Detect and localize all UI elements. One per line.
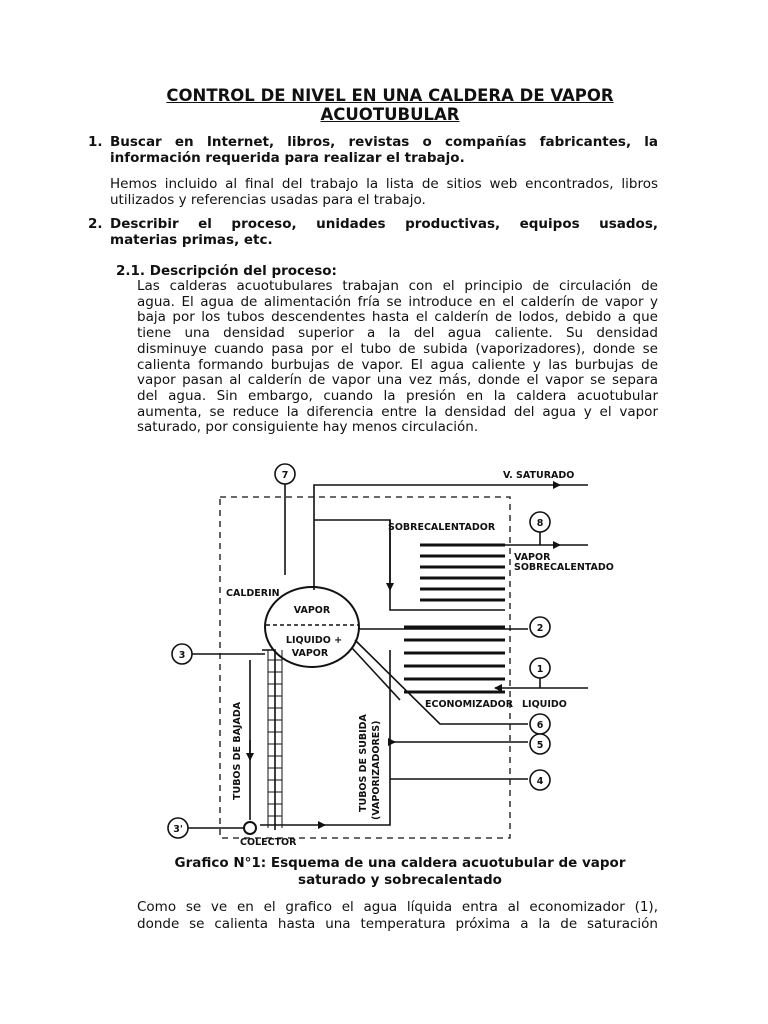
list-item-text-line-2: materias primas, etc. bbox=[110, 232, 273, 248]
label-sobrecalentado: SOBRECALENTADO bbox=[514, 562, 614, 573]
subsection-heading: 2.1. Descripción del proceso: bbox=[116, 263, 337, 279]
label-calderin: CALDERIN bbox=[226, 588, 280, 599]
list-item-text-line-1: Buscar en Internet, libros, revistas o compañías fabricantes, la bbox=[110, 134, 658, 150]
callout-4: 4 bbox=[536, 776, 544, 787]
callout-7: 7 bbox=[281, 470, 289, 481]
title-line-1: CONTROL DE NIVEL EN UNA CALDERA DE VAPOR bbox=[166, 86, 614, 105]
description-line: del agua. Sin embargo, cuando la presión en la caldera acuotubular bbox=[137, 387, 658, 404]
label-tubos-subida: TUBOS DE SUBIDA bbox=[358, 714, 369, 812]
bottom-line-2: donde se calienta hasta una temperatura próxima a la de saturación bbox=[137, 916, 658, 932]
list-item-text-line-1: Describir el proceso, unidades productivas, equipos usados, bbox=[110, 216, 658, 232]
caption-line-2: saturado y sobrecalentado bbox=[298, 872, 502, 888]
callout-1: 1 bbox=[536, 664, 544, 675]
description-line: disminuye cuando pasa por el tubo de subida (vaporizadores), donde se bbox=[137, 340, 658, 357]
figure-caption bbox=[120, 855, 680, 889]
list-item-text-line-2: información requerida para realizar el trabajo. bbox=[110, 150, 465, 166]
label-v-saturado: V. SATURADO bbox=[503, 470, 575, 481]
list-item-number: 1. bbox=[88, 134, 103, 150]
bottom-paragraph bbox=[137, 899, 658, 933]
saturated-vapor-line bbox=[314, 485, 560, 590]
description-line: vapor pasan al calderín de vapor una vez más, donde el vapor se separa bbox=[137, 372, 658, 389]
label-drum-vapor: VAPOR bbox=[293, 605, 331, 616]
label-vaporizadores: (VAPORIZADORES) bbox=[371, 720, 382, 820]
paragraph-line-1: Hemos incluido al final del trabajo la lista de sitios web encontrados, libros bbox=[110, 176, 658, 192]
callout-8: 8 bbox=[536, 518, 544, 529]
callout-3-prime: 3' bbox=[173, 824, 183, 835]
description-line: tiene una densidad superior a la del agua caliente. Su densidad bbox=[137, 325, 658, 342]
list-item-number: 2. bbox=[88, 216, 103, 232]
label-liquido: LIQUIDO + bbox=[285, 635, 343, 646]
bottom-line-1: Como se ve en el grafico el agua líquida entra al economizador (1), bbox=[137, 899, 658, 915]
caption-line-1: Grafico N°1: Esquema de una caldera acuotubular de vapor bbox=[174, 855, 626, 871]
description-line: baja por los tubos descendentes hasta el calderín de lodos, debido a que bbox=[137, 309, 658, 326]
description-line: aumenta, se reduce la diferencia entre la densidad del agua y el vapor bbox=[137, 403, 658, 420]
label-sobrecalentador: SOBRECALENTADOR bbox=[388, 522, 496, 533]
description-line: Las calderas acuotubulares trabajan con el principio de circulación de bbox=[137, 278, 658, 294]
description-line: agua. El agua de alimentación fría se introduce en el calderín de vapor y bbox=[137, 293, 658, 310]
label-drum-vapor-2: VAPOR bbox=[291, 648, 329, 659]
callout-6: 6 bbox=[536, 720, 544, 731]
paragraph-line-2: utilizados y referencias usadas para el trabajo. bbox=[110, 192, 426, 208]
description-last-line: saturado, por consiguiente hay menos circulación. bbox=[137, 419, 479, 436]
label-liquido-inlet: LIQUIDO bbox=[522, 699, 567, 710]
callout-3: 3 bbox=[178, 650, 186, 661]
description-line: calienta formando burbujas de vapor. El agua caliente y las burbujas de bbox=[137, 356, 658, 373]
label-vapor: VAPOR bbox=[514, 552, 551, 563]
callout-5: 5 bbox=[536, 740, 544, 751]
label-colector: COLECTOR bbox=[240, 837, 297, 848]
callout-2: 2 bbox=[536, 623, 544, 634]
title-line-2: ACUOTUBULAR bbox=[320, 105, 460, 124]
label-economizador: ECONOMIZADOR bbox=[425, 699, 514, 710]
label-tubos-bajada: TUBOS DE BAJADA bbox=[232, 701, 243, 800]
